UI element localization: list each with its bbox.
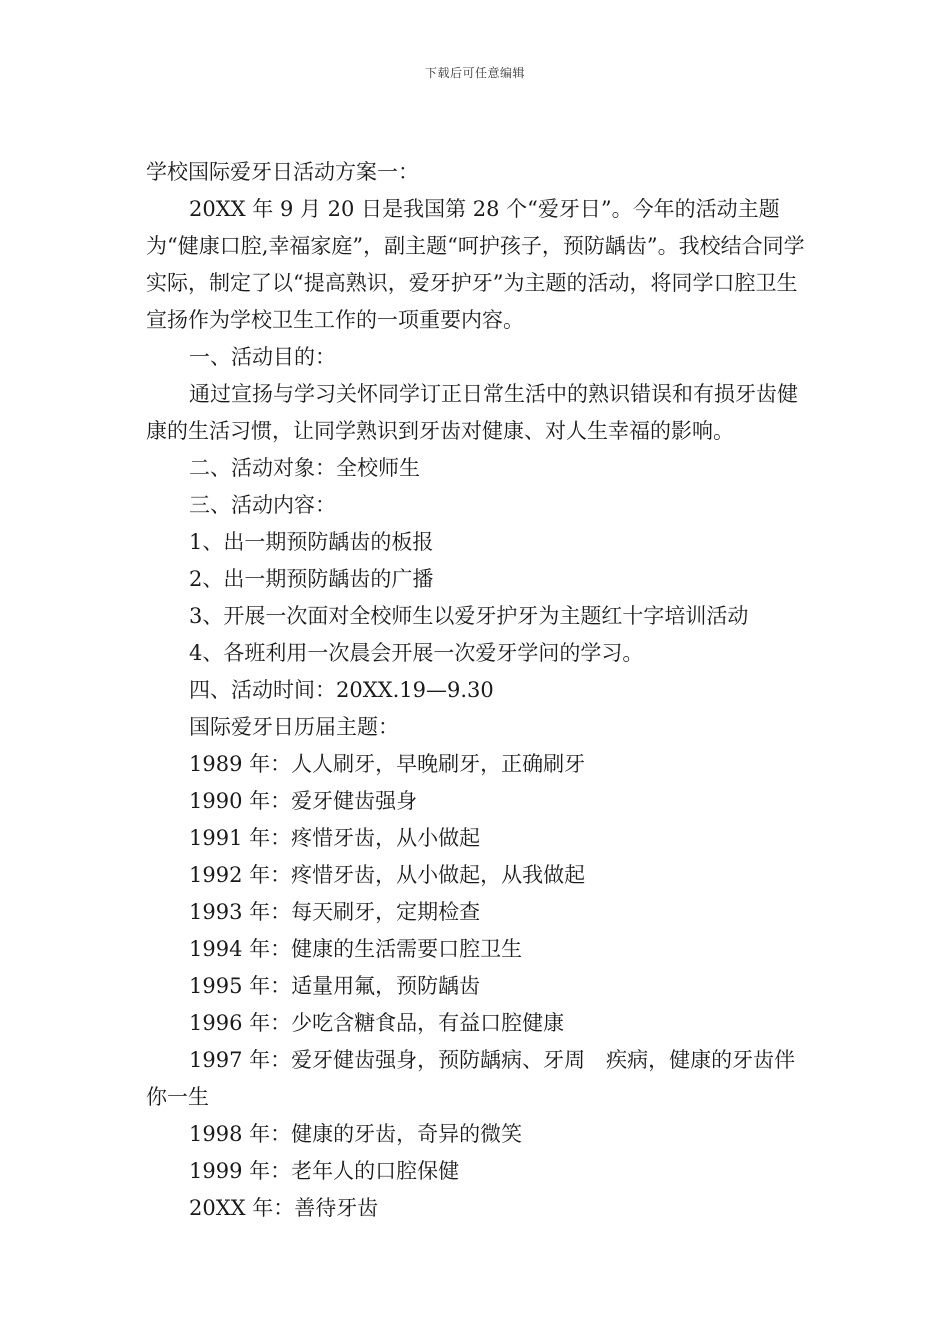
purpose-paragraph: 通过宣扬与学习关怀同学订正日常生活中的熟识错误和有损牙齿健康的生活习惯，让同学熟识到牙齿对健康、对人生幸福的影响。 (146, 382, 798, 443)
theme-item: 1999 年：老年人的口腔保健 (189, 1159, 460, 1183)
theme-item: 1993 年：每天刷牙，定期检查 (189, 900, 481, 924)
theme-item: 1991 年：疼惜牙齿，从小做起 (189, 826, 481, 850)
page-header-note: 下载后可任意编辑 (424, 66, 525, 80)
content-item: 1、出一期预防龋齿的板报 (189, 530, 434, 554)
section-heading-time: 四、活动时间：20XX.19—9.30 (189, 678, 494, 702)
content-item: 3、开展一次面对全校师生以爱牙护牙为主题红十字培训活动 (189, 604, 749, 628)
theme-item: 1992 年：疼惜牙齿，从小做起，从我做起 (189, 863, 586, 887)
section-heading-audience: 二、活动对象：全校师生 (189, 456, 420, 480)
theme-item: 1995 年：适量用氟，预防龋齿 (189, 974, 481, 998)
theme-item: 1994 年：健康的生活需要口腔卫生 (189, 937, 523, 961)
theme-item: 1998 年：健康的牙齿，奇异的微笑 (189, 1122, 523, 1146)
theme-item: 20XX 年：善待牙齿 (189, 1196, 379, 1220)
theme-item: 1996 年：少吃含糖食品，有益口腔健康 (189, 1011, 565, 1035)
document-body (146, 154, 808, 1227)
theme-item: 1997 年：爱牙健齿强身，预防龋病、牙周 疾病，健康的牙齿伴你一生 (146, 1048, 796, 1109)
content-item: 4、各班利用一次晨会开展一次爱牙学问的学习。 (189, 641, 644, 665)
intro-paragraph: 20XX 年 9 月 20 日是我国第 28 个“爱牙日”。今年的活动主题为“健康口腔,幸福家庭”，副主题“呵护孩子，预防龋齿”。我校结合同学实际，制定了以“提高熟识，爱牙护牙”为主题的活动，将同学口腔卫生宣扬作为学校卫生工作的一项重要内容。 (146, 197, 805, 332)
themes-heading: 国际爱牙日历届主题： (189, 715, 399, 739)
theme-item: 1990 年：爱牙健齿强身 (189, 789, 418, 813)
section-heading-purpose: 一、活动目的： (189, 345, 336, 369)
theme-item: 1989 年：人人刷牙，早晚刷牙，正确刷牙 (189, 752, 586, 776)
content-item: 2、出一期预防龋齿的广播 (189, 567, 434, 591)
document-title: 学校国际爱牙日活动方案一： (146, 160, 419, 184)
section-heading-content: 三、活动内容： (189, 493, 336, 517)
